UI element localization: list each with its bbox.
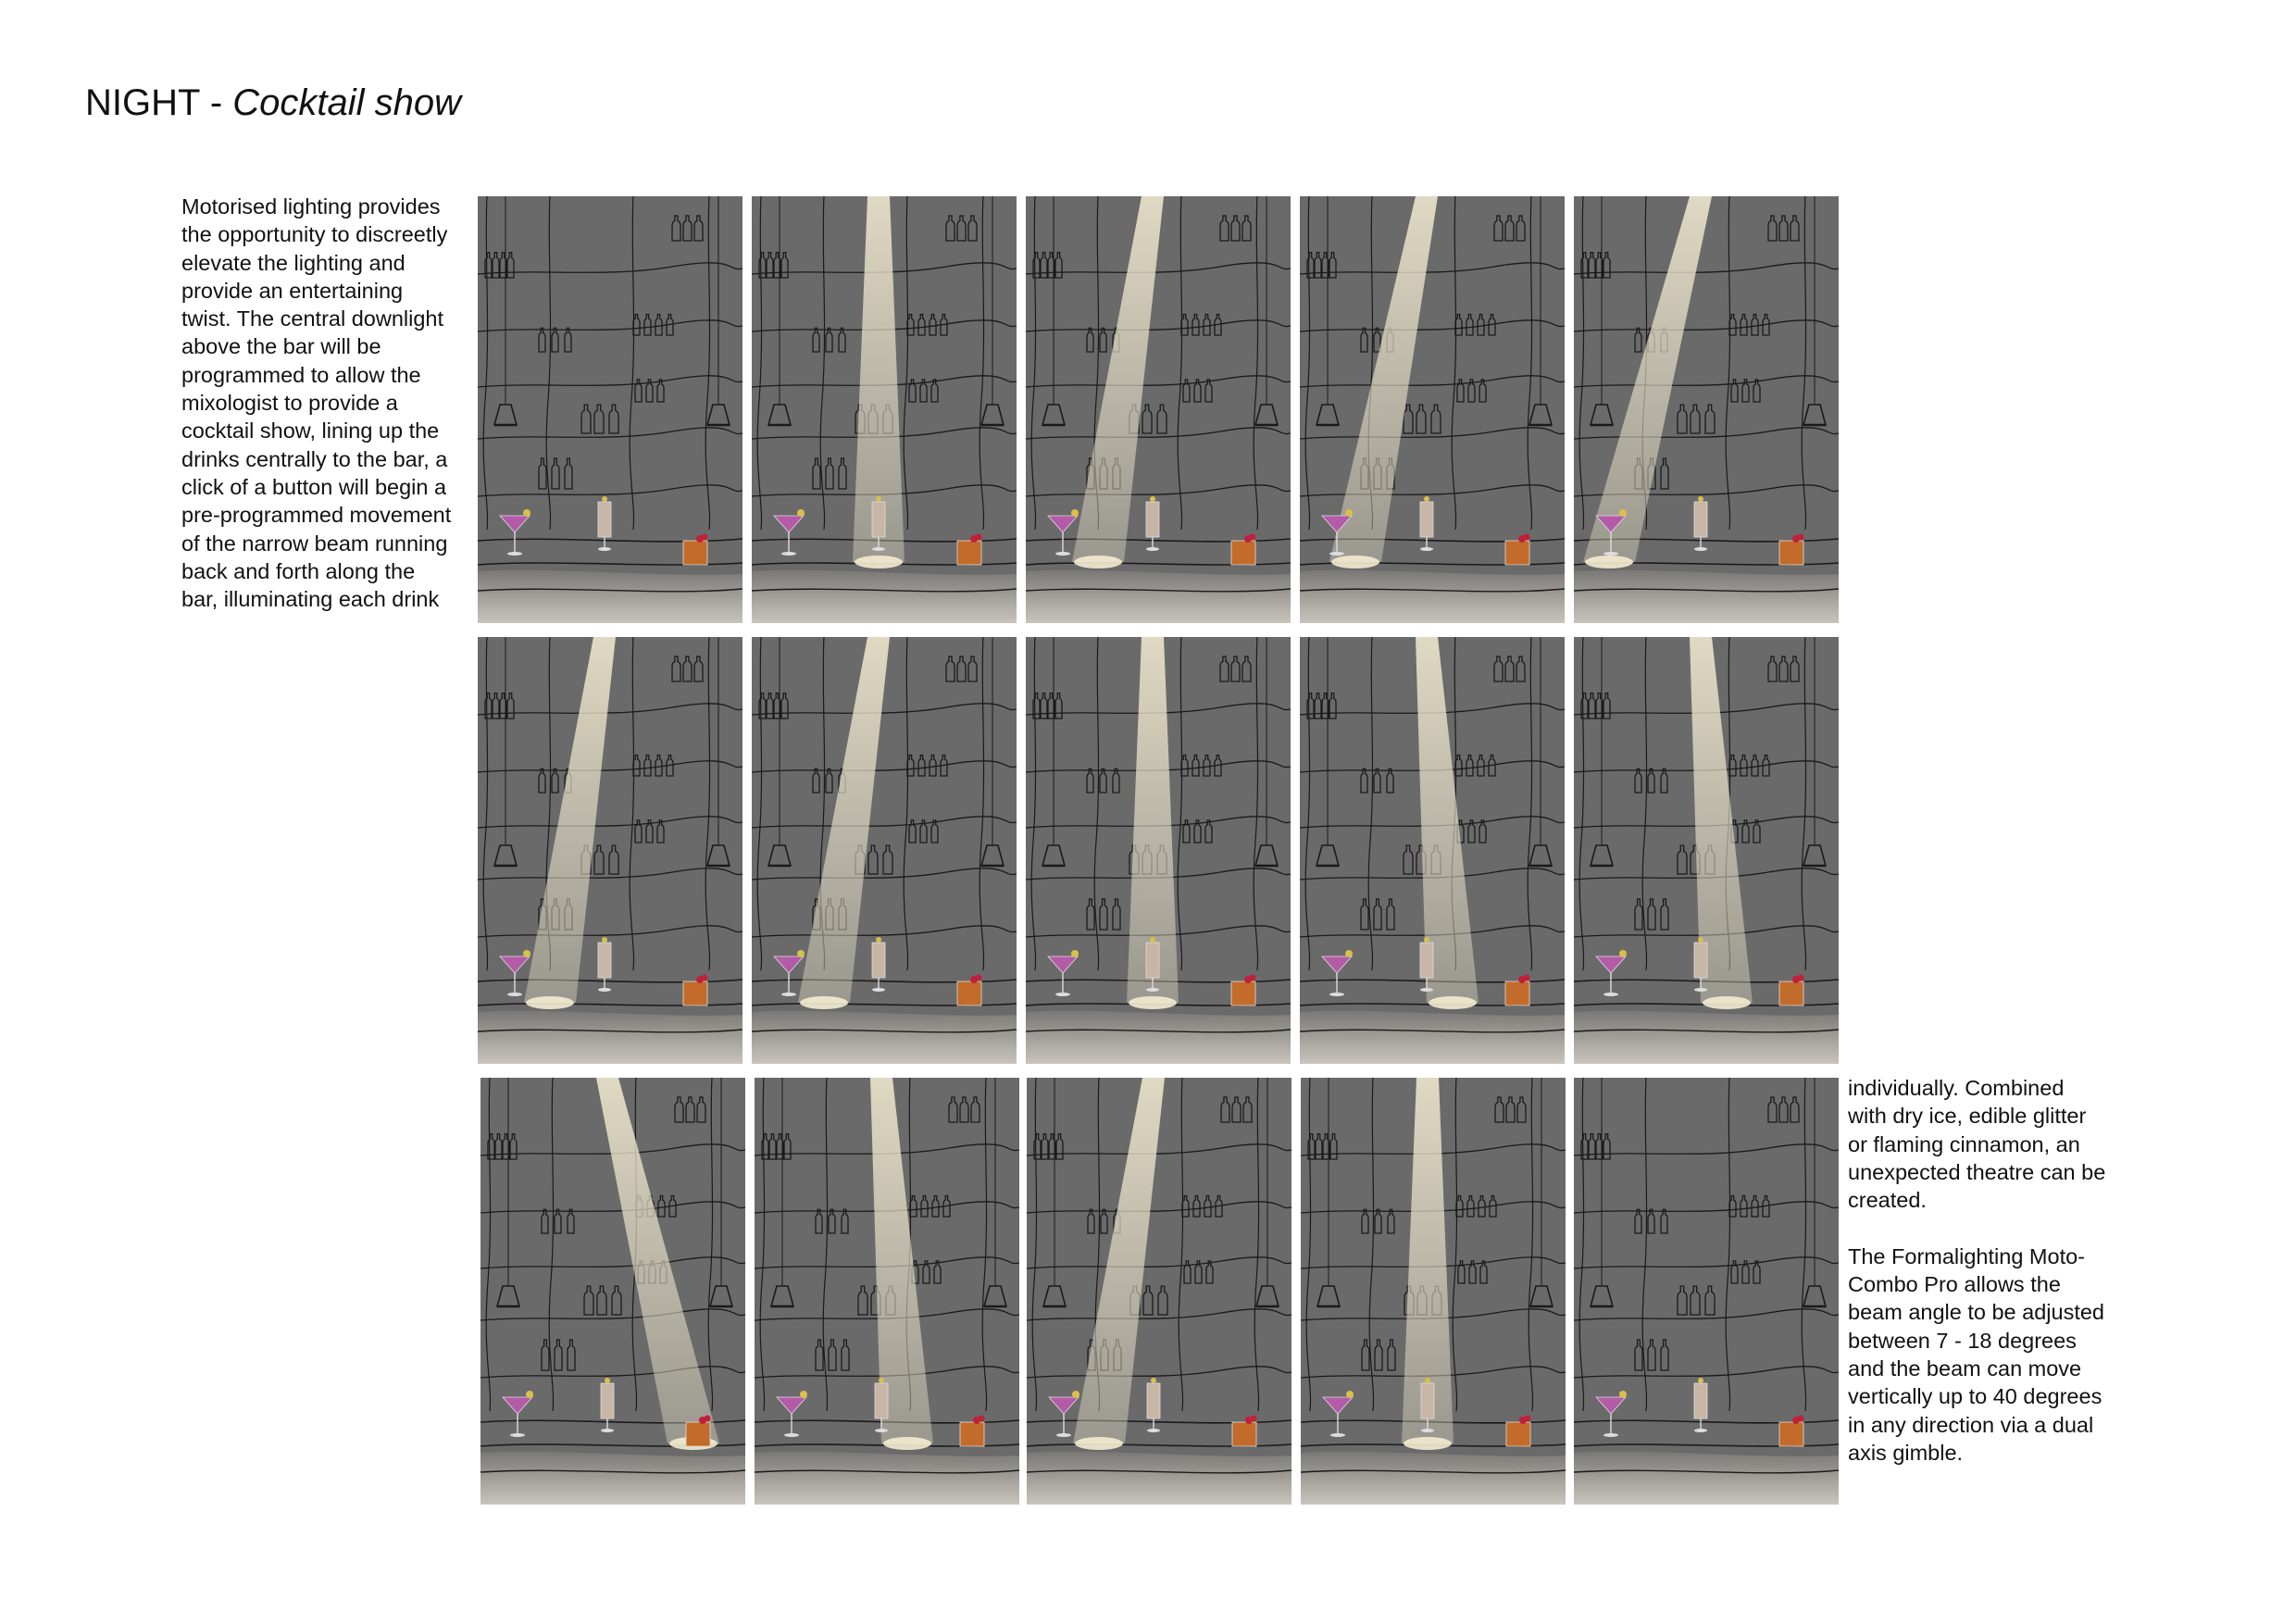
storyboard-frame bbox=[1301, 1078, 1566, 1505]
storyboard-frame bbox=[752, 637, 1017, 1064]
storyboard-frame bbox=[1574, 196, 1839, 623]
bar-scene-illustration bbox=[1027, 1078, 1292, 1505]
bar-scene-illustration bbox=[1301, 1078, 1566, 1505]
title-emphasis: Cocktail show bbox=[232, 82, 462, 123]
bar-scene-illustration bbox=[1300, 637, 1565, 1064]
bar-scene-illustration bbox=[752, 637, 1017, 1064]
page-title bbox=[85, 80, 461, 126]
storyboard-frame bbox=[1027, 1078, 1292, 1505]
bar-scene-illustration bbox=[478, 196, 742, 623]
title-prefix: NIGHT - bbox=[85, 82, 233, 123]
storyboard-frame bbox=[752, 196, 1017, 623]
storyboard-frame bbox=[1026, 196, 1291, 623]
description-text-right: individually. Combined with dry ice, edible glitter or flaming cinnamon, an unexpected theatre can be created. The Formalighting Moto- Combo Pro allows the beam angle to be adjusted between 7 - 18 degrees and the beam can move vertically up to 40 degrees in any direction via a dual axis gimble. bbox=[1848, 1076, 2106, 1465]
storyboard-frame bbox=[1026, 637, 1291, 1064]
storyboard-frame bbox=[755, 1078, 1019, 1505]
bar-scene-illustration bbox=[1026, 637, 1291, 1064]
bar-scene-illustration bbox=[1300, 196, 1565, 623]
description-text-left: Motorised lighting provides the opportunity to discreetly elevate the lighting and provide an entertaining twist. The central downlight above the bar will be programmed to allow the mixologist to provide a cocktail show, lining up the drinks centrally to the bar, a click of a button will begin a pre-programmed movement of the narrow beam running back and forth along the bar, illuminating each drink bbox=[181, 194, 452, 612]
bar-scene-illustration bbox=[755, 1078, 1019, 1505]
bar-scene-illustration bbox=[1026, 196, 1291, 623]
storyboard-frame bbox=[1574, 1078, 1839, 1505]
bar-scene-illustration bbox=[480, 1078, 745, 1505]
bar-scene-illustration bbox=[752, 196, 1017, 623]
storyboard-frame bbox=[478, 196, 742, 623]
bar-scene-illustration bbox=[1574, 637, 1839, 1064]
bar-scene-illustration bbox=[1574, 196, 1839, 623]
storyboard-frame bbox=[1574, 637, 1839, 1064]
bar-scene-illustration bbox=[478, 637, 742, 1064]
bar-scene-illustration bbox=[1574, 1078, 1839, 1505]
storyboard-frame bbox=[1300, 637, 1565, 1064]
storyboard-frame bbox=[1300, 196, 1565, 623]
storyboard-frame bbox=[478, 637, 742, 1064]
storyboard-frame bbox=[480, 1078, 745, 1505]
